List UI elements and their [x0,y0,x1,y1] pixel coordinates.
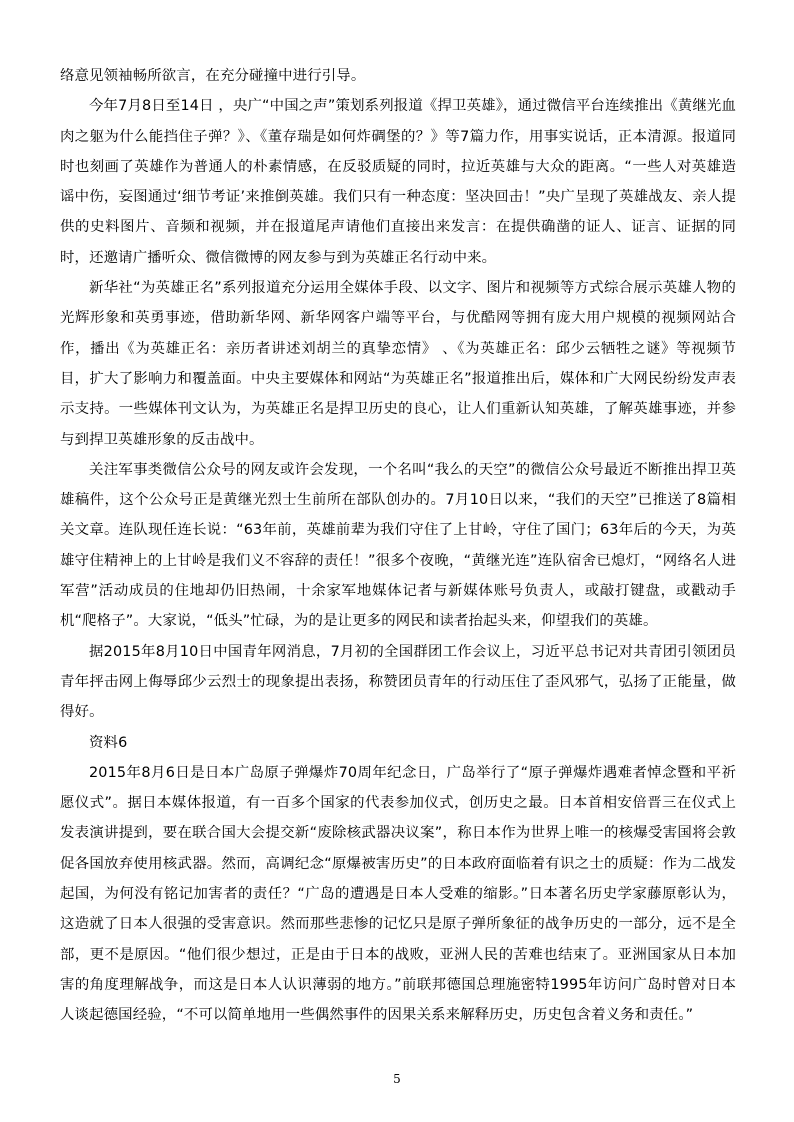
paragraph-continuation: 络意见领袖畅所欲言，在充分碰撞中进行引导。 [60,68,366,84]
paragraph-cnr-report: 今年7月8日至14日 ，央广“中国之声”策划系列报道《捍卫英雄》，通过微信平台连续推出《黄继光血肉之躯为什么能挡住子弹？》、《董存瑞是如何炸碉堡的？》等7篇力作，用事实说话，正本清源。报道同时也刻画了英雄作为普通人的朴素情感，在反驳质疑的同时，拉近英雄与大众的距离。“一些人对英雄造谣中伤，妄图通过‘细节考证’来推倒英雄。我们只有一种态度：坚决回击！”央广呈现了英雄战友、亲人提供的史料图片、音频和视频，并在报道尾声请他们直接出来发言：在提供确凿的证人、证言、证据的同时，还邀请广播听众、微信微博的网友参与到为英雄正名行动中来。 [60,98,736,266]
paragraph-youth-news: 据2015年8月10日中国青年网消息，7月初的全国群团工作会议上，习近平总书记对共青团引领团员青年抨击网上侮辱邱少云烈士的现象提出表扬，称赞团员青年的行动压住了歪风邪气，弘扬了正能量，做得好。 [60,643,736,721]
page-number: 5 [393,1072,401,1086]
paragraph-hiroshima: 2015年8月6日是日本广岛原子弹爆炸70周年纪念日，广岛举行了“原子弹爆炸遇难者悼念暨和平祈愿仪式”。据日本媒体报道，有一百多个国家的代表参加仪式，创历史之最。日本首相安倍晋三在仪式上发表演讲提到，要在联合国大会提交新“废除核武器决议案”，称日本作为世界上唯一的核爆受害国将会敦促各国放弃使用核武器。然而，高调纪念“原爆被害历史”的日本政府面临着有识之士的质疑：作为二战发起国，为何没有铭记加害者的责任？“广岛的遭遇是日本人受难的缩影。”日本著名历史学家藤原彰认为，这造就了日本人很强的受害意识。然而那些悲惨的记忆只是原子弹所象征的战争历史的一部分，远不是全部，更不是原因。“他们很少想过，正是由于日本的战败，亚洲人民的苦难也结束了。亚洲国家从日本加害的角度理解战争，而这是日本人认识薄弱的地方。”前联邦德国总理施密特1995年访问广岛时曾对日本人谈起德国经验，“不可以简单地用一些偶然事件的因果关系来解释历史，历史包含着义务和责任。” [60,764,736,1024]
material-heading: 资料6 [89,734,128,751]
document-body [60,61,736,1031]
paragraph-wechat-account: 关注军事类微信公众号的网友或许会发现，一个名叫“我么的天空”的微信公众号最近不断推出捍卫英雄稿件，这个公众号正是黄继光烈士生前所在部队创办的。7月10日以来，“我们的天空”已推送了8篇相关文章。连队现任连长说：“63年前，英雄前辈为我们守住了上甘岭，守住了国门；63年后的今天，为英雄守住精神上的上甘岭是我们义不容辞的责任！”很多个夜晚，“黄继光连”连队宿舍已熄灯，“网络名人进军营”活动成员的住地却仍旧热闹，十余家军地媒体记者与新媒体账号负责人，或敲打键盘，或戳动手机“爬格子”。大家说，“低头”忙碌，为的是让更多的网民和读者抬起头来，仰望我们的英雄。 [60,461,736,630]
paragraph-xinhua-report: 新华社“为英雄正名”系列报道充分运用全媒体手段、以文字、图片和视频等方式综合展示英雄人物的光辉形象和英勇事迹，借助新华网、新华网客户端等平台，与优酷网等拥有庞大用户规模的视频网站合作，播出《为英雄正名：亲历者讲述刘胡兰的真挚恋情》 、《为英雄正名：邱少云牺牲之谜》等视频节目，扩大了影响力和覆盖面。中央主要媒体和网站“为英雄正名”报道推出后，媒体和广大网民纷纷发声表示支持。一些媒体刊文认为，为英雄正名是捍卫历史的良心，让人们重新认知英雄，了解英雄事迹，并参与到捍卫英雄形象的反击战中。 [60,280,736,448]
